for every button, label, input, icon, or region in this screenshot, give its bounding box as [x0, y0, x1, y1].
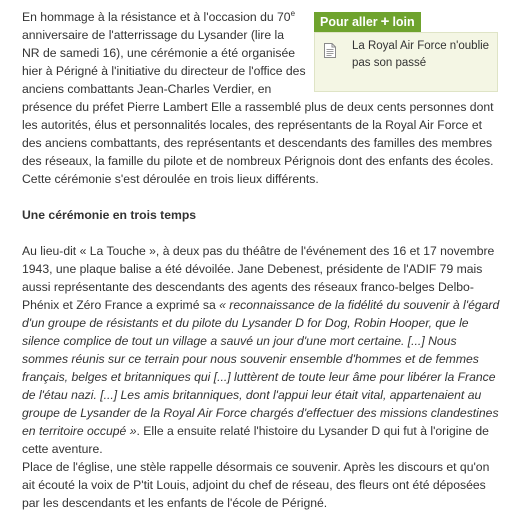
ordinal-superscript: e [290, 8, 296, 18]
related-link-box[interactable] [314, 32, 498, 92]
speech-quote: « reconnaissance de la fidélité du souvenir à l'égard d'un groupe de résistants et du pilote du Lysander D for Dog, Robin Hooper, que le silence complice de tout un village a sauvé un jour d'une mort certaine. [...] Nous sommes réunis sur ce terrain pour nous souvenir ensemble d'hommes et de femmes français, belges et britanniques qui [...] luttèrent de toute leur âme pour libérer la France de l'étau nazi. [...] Les amis britanniques, dont l'appui leur était vital, appartenaient au groupe de Lysander de la Royal Air Force chargés d'effectuer des missions clandestines en territoire occupé » [22, 298, 500, 438]
spacer [22, 224, 504, 242]
related-article-link[interactable]: La Royal Air Force n'oublie pas son passé [352, 40, 490, 69]
related-box [314, 12, 498, 78]
church-paragraph: Place de l'église, une stèle rappelle désormais ce souvenir. Après les discours et qu'on ait écouté la voix de P'tit Louis, adjoint du chef de réseau, des fleurs ont été déposées par les descendants et les enfants de l'école de Périgné. [22, 460, 490, 510]
document-icon [324, 43, 336, 63]
intro-line-1-text: En hommage à la résistance et à l'occasion du 70 [22, 10, 291, 24]
ceremony-text-2: . Elle a ensuite relaté l'histoire du Lysander D qui fut à l'origine de cette aventure. [22, 424, 489, 456]
ceremony-text-1: Au lieu-dit « La Touche », à deux pas du théâtre de l'événement des 16 et 17 novembre 1943, une plaque balise a été dévoilée. Jane Debenest, présidente de l'ADIF 79 mais aussi représentante des descendants des agents des réseaux franco-belges Delbo-Phénix et Zéro France a exprimé sa [22, 244, 495, 312]
related-box-header [314, 12, 421, 32]
intro-line-3: NR de samedi 16), une cérémonie a été organisée [22, 46, 296, 60]
plus-icon: + [380, 13, 390, 30]
header-text-2: loin [392, 15, 415, 29]
intro-line-4: hier à Périgné à l'initiative du directeur de l'office des [22, 64, 306, 78]
intro-line-5: anciens combattants Jean-Charles Verdier, en [22, 82, 272, 96]
section-subheading: Une cérémonie en trois temps [22, 208, 197, 222]
header-text-1: Pour aller [320, 15, 378, 29]
ceremony-paragraph [22, 242, 504, 458]
intro-line-2: anniversaire de l'atterrissage du Lysander (lire la [22, 28, 285, 42]
intro-rest: présence du préfet Pierre Lambert Elle a rassemblé plus de deux cents personnes dont les autorités, élus et personnalités locales, des représentants de la Royal Air Force et des anciens combattants, des représentants et descendants des familles des membres des réseaux, la famille du pilote et de nombreux Pérignois dont des enfants des écoles. Cette cérémonie s'est déroulée en trois lieux différents. [22, 100, 494, 186]
